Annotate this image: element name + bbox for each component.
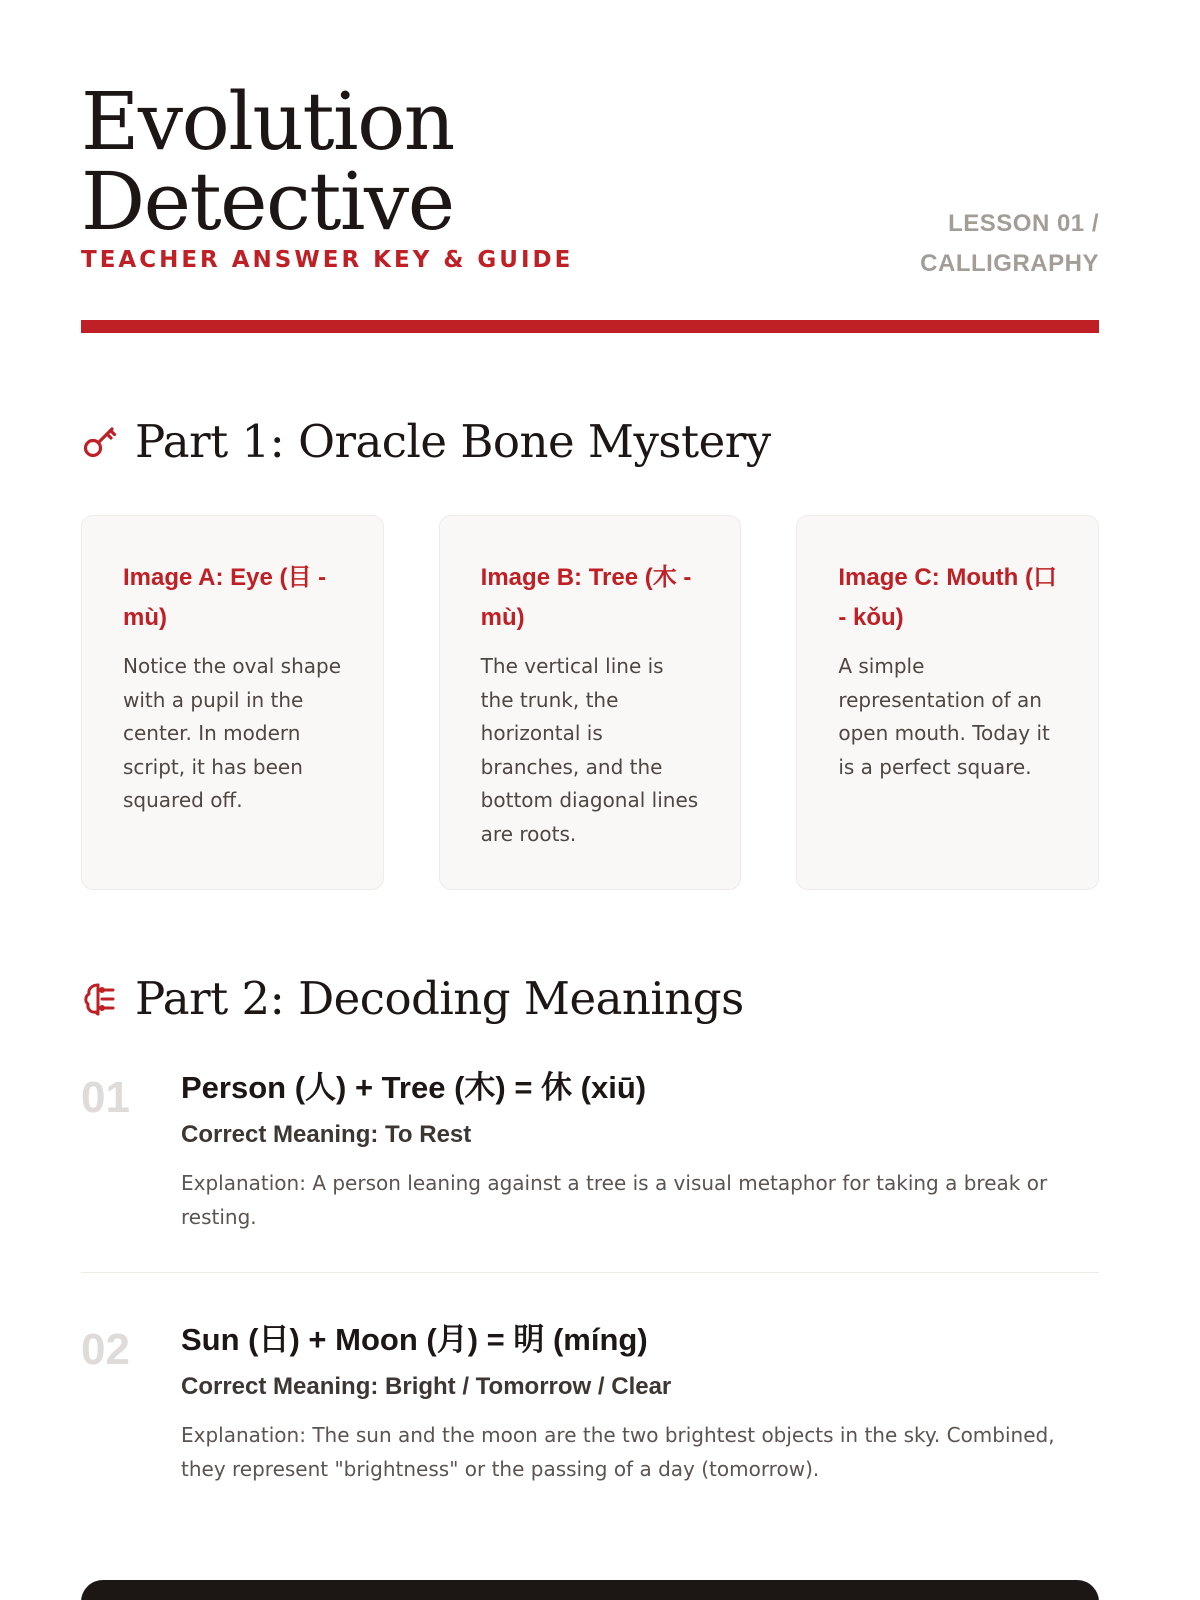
item-formula: Person (人) + Tree (木) = 休 (xiū) — [181, 1070, 647, 1105]
item-number: 02 — [81, 1325, 130, 1374]
lesson-number: LESSON 01 / — [948, 210, 1099, 237]
item-meaning: Correct Meaning: To Rest — [181, 1121, 472, 1148]
card-image-b — [439, 515, 742, 890]
lesson-subject: CALLIGRAPHY — [920, 250, 1099, 277]
lesson-label — [920, 204, 1099, 284]
oracle-cards — [81, 515, 1099, 890]
card-image-a — [81, 515, 384, 890]
item-formula: Sun (日) + Moon (月) = 明 (míng) — [181, 1322, 648, 1357]
key-icon — [81, 423, 119, 461]
card-title: Image B: Tree (木 - mù) — [480, 564, 692, 631]
card-title: Image A: Eye (目 - mù) — [123, 564, 327, 631]
brain-icon — [81, 980, 119, 1018]
item-meaning: Correct Meaning: Bright / Tomorrow / Clear — [181, 1373, 672, 1400]
card-body: A simple representation of an open mouth. Today it is a perfect square. — [838, 654, 1050, 779]
page-subtitle: TEACHER ANSWER KEY & GUIDE — [81, 247, 574, 273]
title-line-1: Evolution — [81, 75, 454, 168]
decoding-item — [81, 1317, 1099, 1524]
card-body: The vertical line is the trunk, the horizontal is branches, and the bottom diagonal lines are roots. — [480, 654, 699, 846]
title-line-2: Detective — [81, 155, 454, 248]
card-body: Notice the oval shape with a pupil in the center. In modern script, it has been squared off. — [123, 654, 342, 812]
item-explanation: Explanation: The sun and the moon are the two brightest objects in the sky. Combined, they represent "brightness" or the passing of a day (tomorrow). — [181, 1423, 1055, 1481]
footer-bar — [81, 1580, 1099, 1600]
section-title-text: Part 2: Decoding Meanings — [135, 972, 744, 1025]
item-explanation: Explanation: A person leaning against a tree is a visual metaphor for taking a break or resting. — [181, 1171, 1048, 1229]
header — [81, 0, 1099, 335]
item-number: 01 — [81, 1073, 130, 1122]
card-image-c — [796, 515, 1099, 890]
section-title-part2 — [81, 972, 744, 1025]
decoding-item — [81, 1065, 1099, 1273]
section-title-text: Part 1: Oracle Bone Mystery — [135, 415, 771, 468]
decoding-list — [81, 1065, 1099, 1568]
section-title-part1 — [81, 415, 771, 468]
header-divider — [81, 320, 1099, 333]
page-title — [81, 75, 454, 248]
card-title: Image C: Mouth (口 - kǒu) — [838, 564, 1057, 631]
